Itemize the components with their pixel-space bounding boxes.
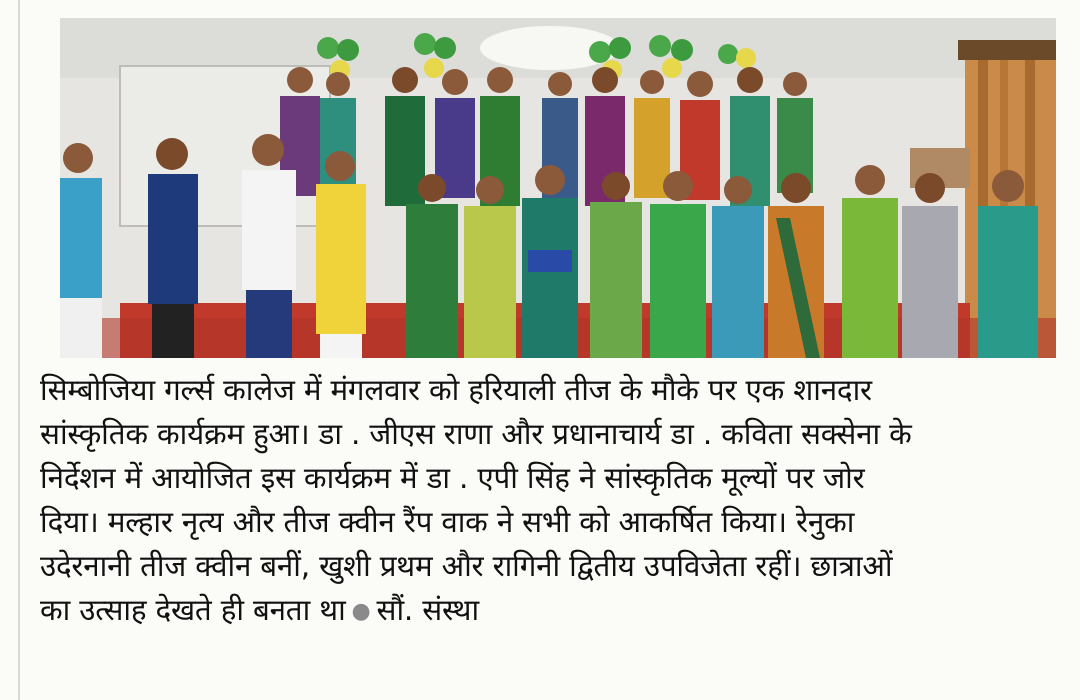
article-line: दिया। मल्हार नृत्य और तीज क्वीन रैंप वाक ने सभी को आकर्षित किया। रेनुका xyxy=(40,505,855,539)
article-line: उदेरनानी तीज क्वीन बनीं, खुशी प्रथम और रागिनी द्वितीय उपविजेता रहीं। छात्राओं xyxy=(40,549,893,583)
article-line: सांस्कृतिक कार्यक्रम हुआ। डा . जीएस राणा और प्रधानाचार्य डा . कविता सक्सेना के xyxy=(40,417,912,451)
page-edge xyxy=(18,0,20,700)
article-line: सिम्बोजिया गर्ल्स कालेज में मंगलवार को हरियाली तीज के मौके पर एक शानदार xyxy=(40,373,872,407)
article-line: निर्देशन में आयोजित इस कार्यक्रम में डा . एपी सिंह ने सांस्कृतिक मूल्यों पर जोर xyxy=(40,461,865,495)
bullet-icon: ● xyxy=(351,599,371,624)
article-line: का उत्साह देखते ही बनता था xyxy=(40,593,346,627)
article-text xyxy=(40,368,1050,634)
group-photo-illustration xyxy=(60,18,1056,358)
article-last-line xyxy=(40,588,1050,634)
group-photo xyxy=(60,18,1056,358)
source-credit: सौं. संस्था xyxy=(376,593,479,627)
